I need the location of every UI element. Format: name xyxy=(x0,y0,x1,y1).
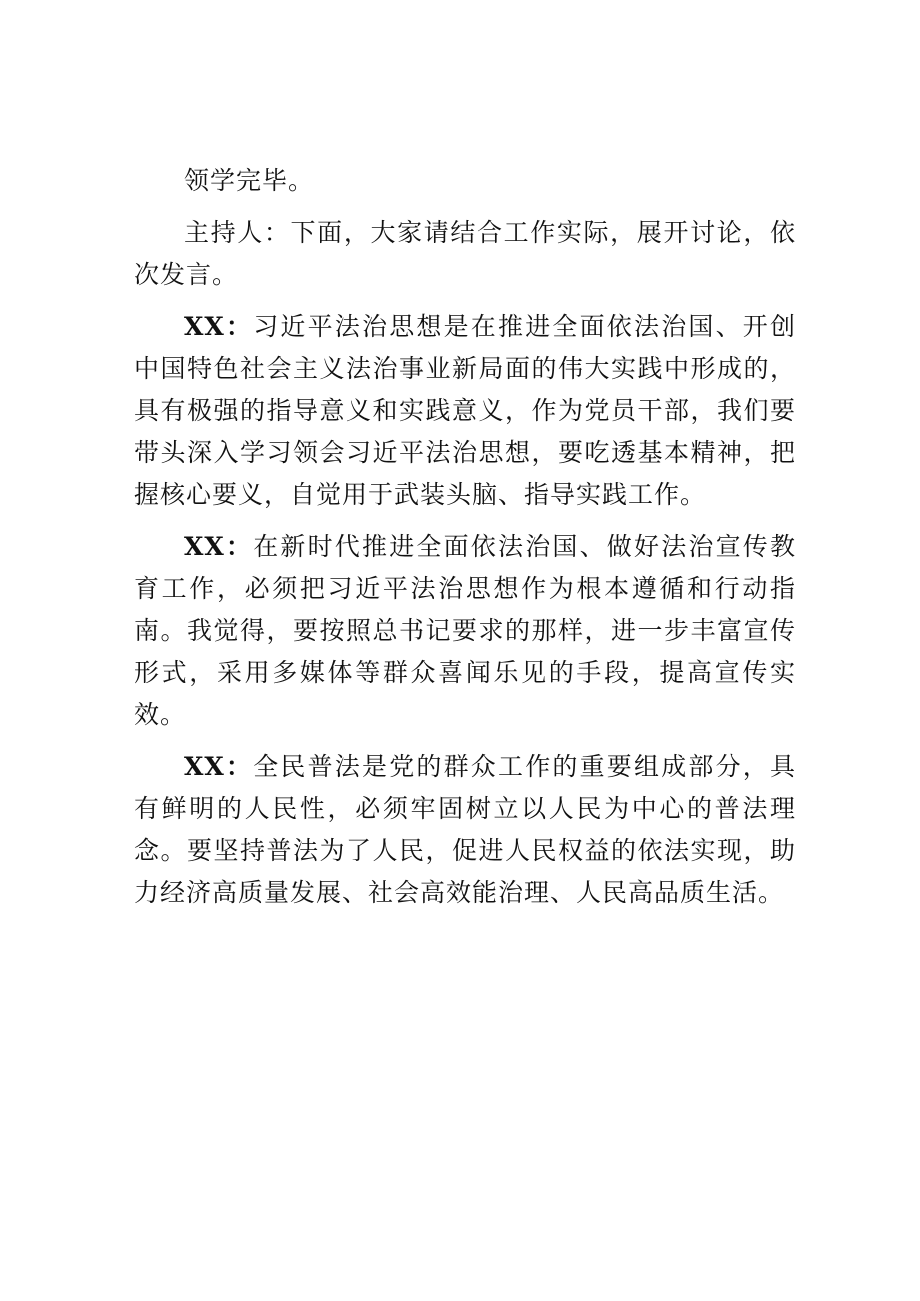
speaker-label: XX： xyxy=(184,312,254,341)
speaker-label: XX： xyxy=(184,752,254,781)
paragraph-host xyxy=(134,212,796,296)
paragraph-speaker-1 xyxy=(134,306,796,516)
document-body xyxy=(134,160,796,924)
paragraph-text: 在新时代推进全面依法治国、做好法治宣传教育工作，必须把习近平法治思想作为根本遵循和行动指南。我觉得，要按照总书记要求的那样，进一步丰富宣传形式，采用多媒体等群众喜闻乐见的手段，提高宣传实效。 xyxy=(134,532,796,729)
paragraph-speaker-2 xyxy=(134,526,796,736)
paragraph-intro xyxy=(134,160,796,202)
paragraph-text: 领学完毕。 xyxy=(184,166,315,195)
paragraph-text: 主持人：下面，大家请结合工作实际，展开讨论，依次发言。 xyxy=(134,218,796,289)
paragraph-speaker-3 xyxy=(134,746,796,914)
speaker-label: XX： xyxy=(184,532,254,561)
paragraph-text: 习近平法治思想是在推进全面依法治国、开创中国特色社会主义法治事业新局面的伟大实践中形成的，具有极强的指导意义和实践意义，作为党员干部，我们要带头深入学习领会习近平法治思想，要吃透基本精神，把握核心要义，自觉用于武装头脑、指导实践工作。 xyxy=(134,312,796,509)
paragraph-text: 全民普法是党的群众工作的重要组成部分，具有鲜明的人民性，必须牢固树立以人民为中心的普法理念。要坚持普法为了人民，促进人民权益的依法实现，助力经济高质量发展、社会高效能治理、人民高品质生活。 xyxy=(134,752,796,907)
